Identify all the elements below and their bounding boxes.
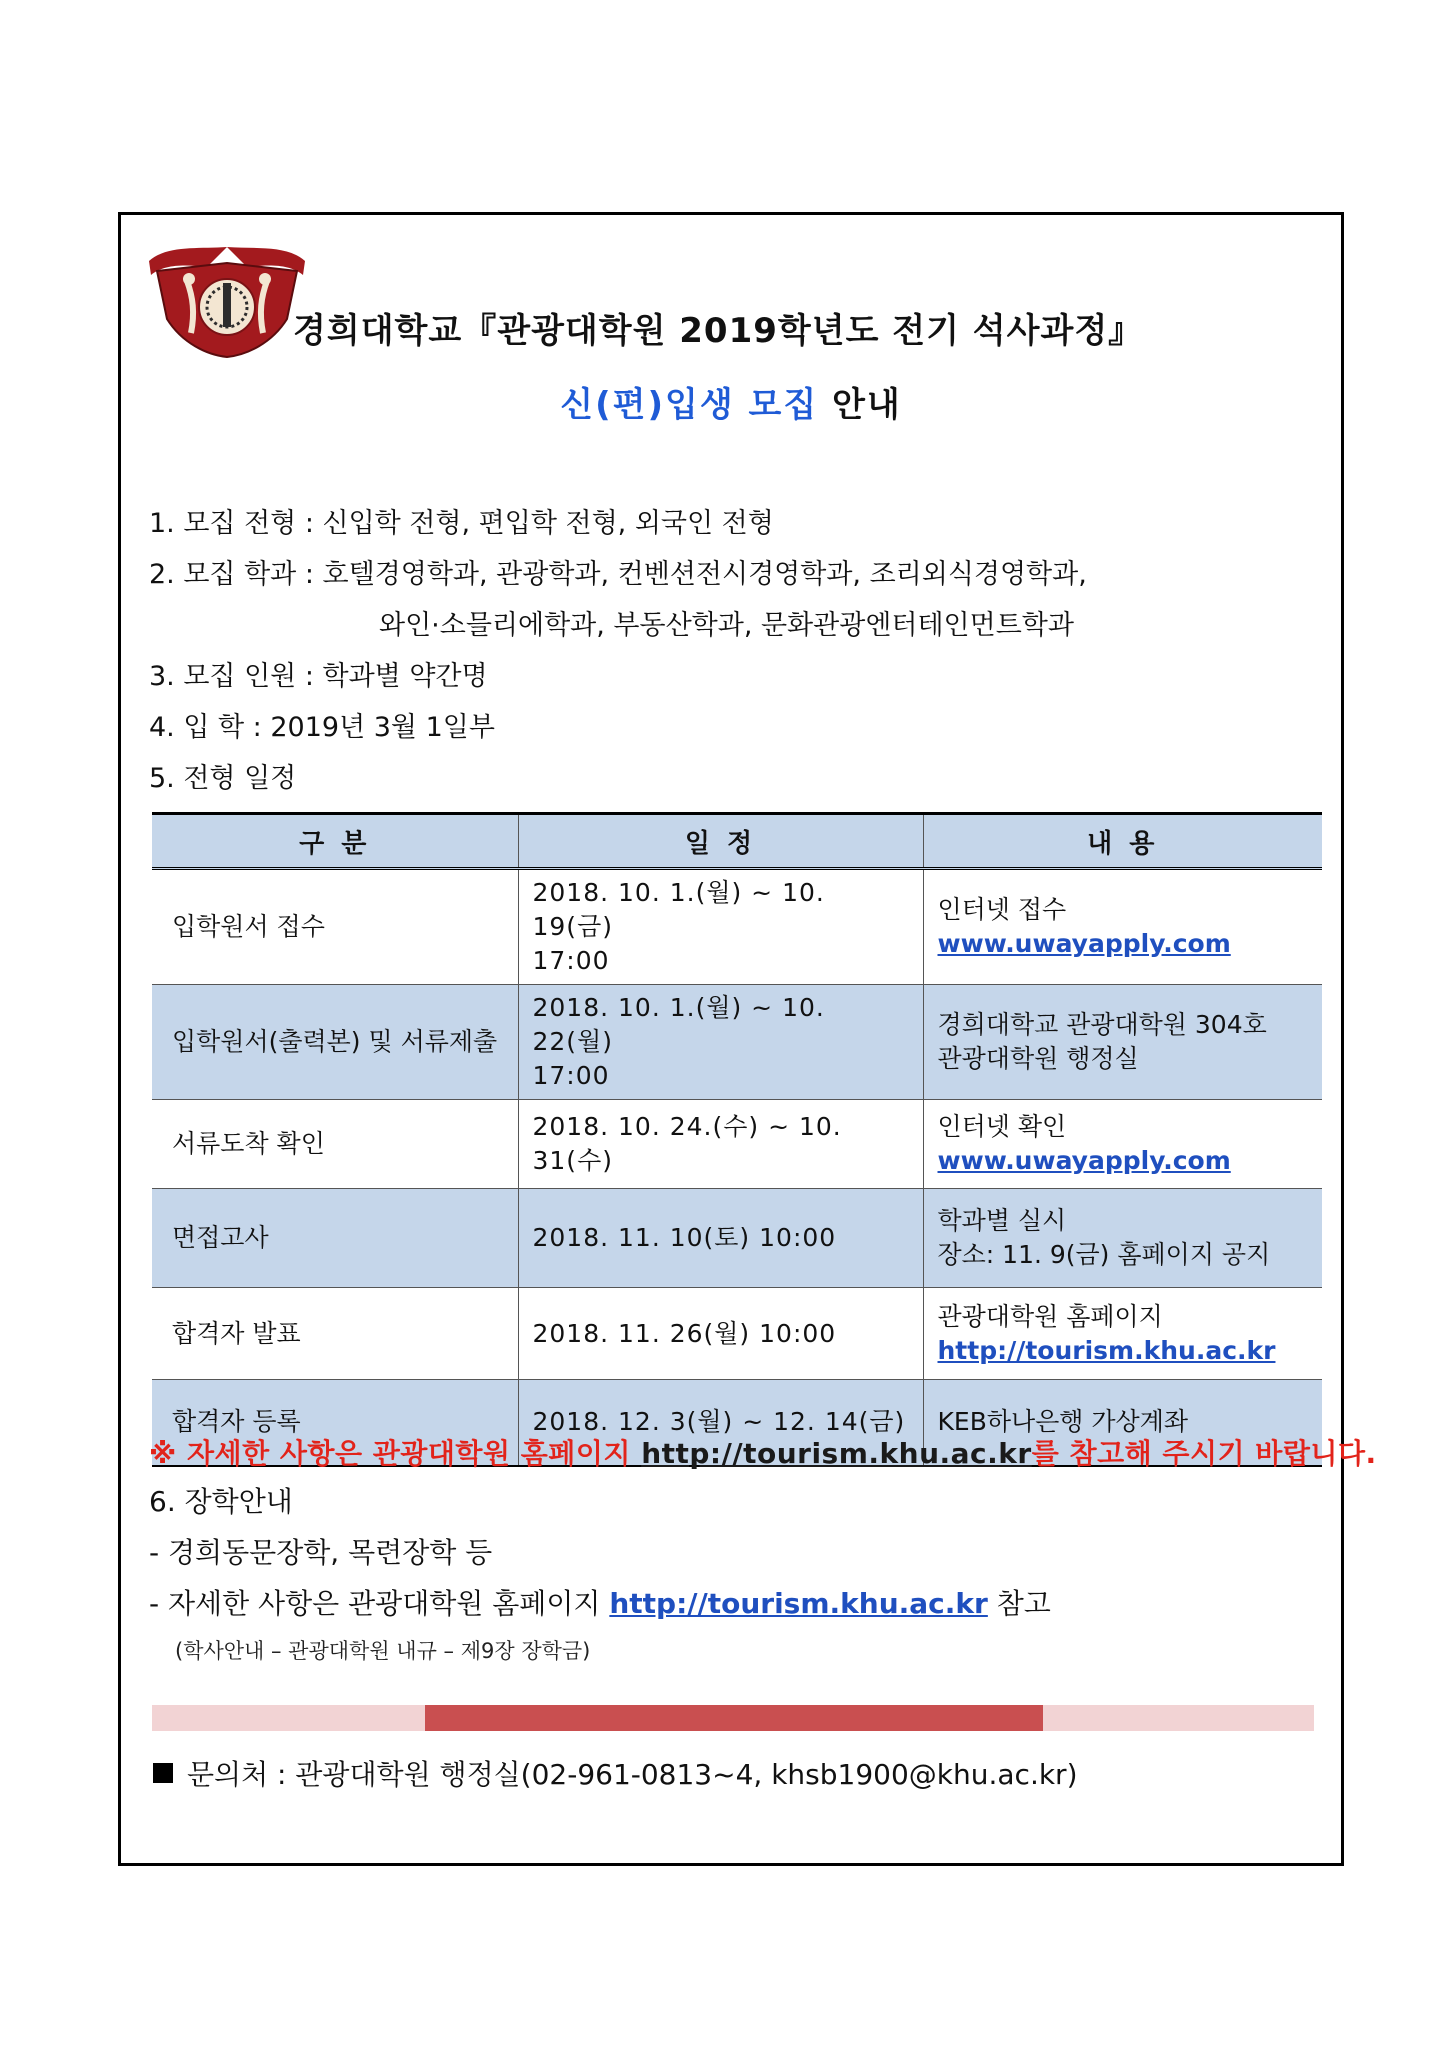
table-row [152, 869, 1322, 985]
tourism-homepage-link[interactable]: http://tourism.khu.ac.kr [937, 1335, 1276, 1365]
contact-text: 문의처 : 관광대학원 행정실(02-961-0813~4, khsb1900@khu.ac.kr) [187, 1758, 1078, 1791]
scholarship-item-suffix: 참고 [987, 1587, 1051, 1620]
subtitle-highlight: 신(편)입생 모집 [560, 385, 819, 425]
row-content-line2: 장소: 11. 9(금) 홈페이지 공지 [937, 1240, 1271, 1269]
row-content-line1: 학과별 실시 [937, 1206, 1067, 1235]
scholarship-item [149, 1578, 1319, 1629]
row-date [518, 985, 923, 1100]
square-bullet-icon [153, 1763, 173, 1783]
row-category: 합격자 등록 [152, 1380, 518, 1466]
header-content: 내 용 [923, 814, 1322, 869]
row-content-line1: 인터넷 접수 [937, 895, 1067, 924]
scholarship-heading: 6. 장학안내 [149, 1485, 293, 1518]
info-line-department: 2. 모집 학과 : 호텔경영학과, 관광학과, 컨벤션전시경영학과, 조리외식경영학과, [149, 559, 1087, 590]
row-date [518, 869, 923, 985]
info-line-type: 1. 모집 전형 : 신입학 전형, 편입학 전형, 외국인 전형 [149, 508, 774, 539]
row-content-line1: 인터넷 확인 [937, 1112, 1067, 1141]
row-category: 입학원서(출력본) 및 서류제출 [152, 985, 518, 1100]
info-line-schedule-heading: 5. 전형 일정 [149, 763, 297, 794]
header-category: 구 분 [152, 814, 518, 869]
row-date: 2018. 11. 26(월) 10:00 [518, 1288, 923, 1380]
scholarship-note: (학사안내 – 관광대학원 내규 – 제9장 장학금) [175, 1639, 591, 1663]
row-category: 면접고사 [152, 1189, 518, 1288]
row-content-line1: 경희대학교 관광대학원 304호 [937, 1010, 1267, 1039]
document-title: 경희대학교『관광대학원 2019학년도 전기 석사과정』 [293, 311, 1144, 351]
table-header-row [152, 814, 1322, 869]
recruitment-info [149, 498, 1319, 804]
row-date: 2018. 10. 24.(수) ~ 10. 31(수) [518, 1100, 923, 1189]
row-content: KEB하나은행 가상계좌 [923, 1380, 1322, 1466]
table-row [152, 1288, 1322, 1380]
row-content [923, 869, 1322, 985]
document-frame [118, 212, 1377, 1866]
divider-accent [425, 1705, 1043, 1731]
document-subtitle [121, 377, 1341, 426]
row-content [923, 1288, 1322, 1380]
row-date: 2018. 12. 3(월) ~ 12. 14(금) [518, 1380, 923, 1466]
scholarship-item-prefix: - 자세한 사항은 관광대학원 홈페이지 [149, 1587, 610, 1620]
university-crest-icon [137, 241, 317, 359]
row-date-line2: 17:00 [532, 946, 610, 975]
notice-line [149, 1432, 1377, 1472]
row-content [923, 985, 1322, 1100]
notice-url-link[interactable]: http://tourism.khu.ac.kr [641, 1437, 1032, 1470]
schedule-table [152, 812, 1322, 1467]
row-category: 합격자 발표 [152, 1288, 518, 1380]
info-line-department-cont: 와인·소믈리에학과, 부동산학과, 문화관광엔터테인먼트학과 [379, 610, 1074, 641]
decorative-divider-bar [152, 1705, 1314, 1731]
row-content [923, 1189, 1322, 1288]
scholarship-url-link[interactable]: http://tourism.khu.ac.kr [609, 1587, 988, 1620]
row-content-line1: 관광대학원 홈페이지 [937, 1301, 1163, 1331]
row-content [923, 1100, 1322, 1189]
subtitle-suffix: 안내 [832, 385, 902, 425]
table-row [152, 1100, 1322, 1189]
row-category: 입학원서 접수 [152, 869, 518, 985]
row-date-line2: 17:00 [532, 1061, 610, 1090]
row-date-line1: 2018. 10. 1.(월) ~ 10. 19(금) [532, 878, 825, 941]
row-date-line1: 2018. 10. 1.(월) ~ 10. 22(월) [532, 993, 825, 1056]
row-category: 서류도착 확인 [152, 1100, 518, 1189]
header-date: 일 정 [518, 814, 923, 869]
table-row [152, 1189, 1322, 1288]
info-line-admission: 4. 입 학 : 2019년 3월 1일부 [149, 712, 495, 743]
notice-suffix: 를 참고해 주시기 바랍니다. [1031, 1437, 1377, 1470]
table-row [152, 985, 1322, 1100]
info-line-quota: 3. 모집 인원 : 학과별 약간명 [149, 661, 488, 692]
scholarship-section [149, 1476, 1319, 1673]
uwayapply-link[interactable]: www.uwayapply.com [937, 929, 1231, 958]
row-date: 2018. 11. 10(토) 10:00 [518, 1189, 923, 1288]
contact-line [153, 1753, 1078, 1793]
notice-prefix: ※ 자세한 사항은 관광대학원 홈페이지 [149, 1437, 642, 1470]
scholarship-item: - 경희동문장학, 목련장학 등 [149, 1536, 493, 1569]
uwayapply-link[interactable]: www.uwayapply.com [937, 1146, 1231, 1175]
row-content-line2: 관광대학원 행정실 [937, 1044, 1139, 1073]
